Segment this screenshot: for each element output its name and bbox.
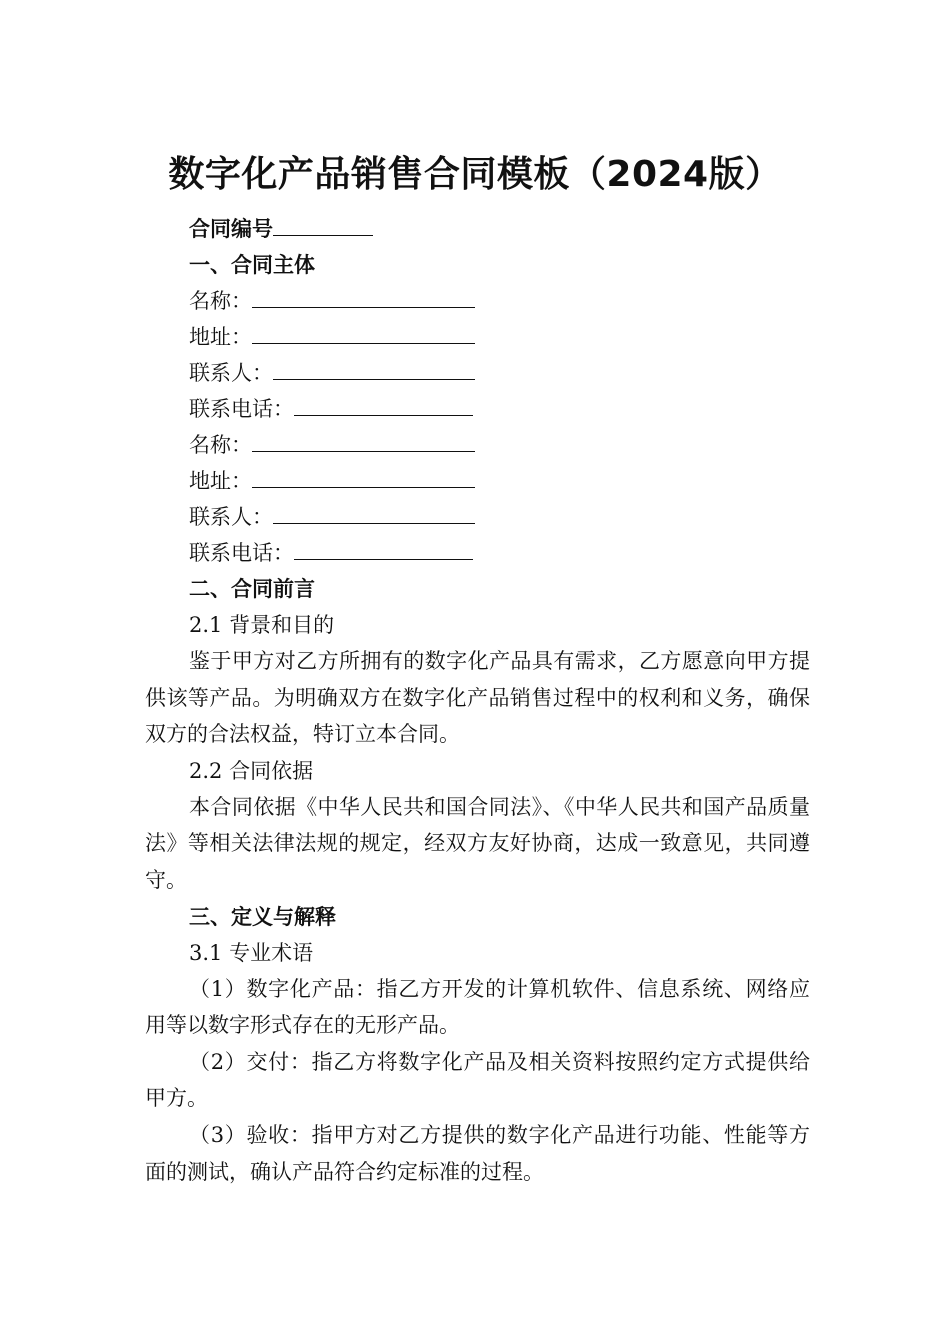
party-b-name-blank: [252, 427, 475, 452]
party-a-phone-label: 联系电话：: [189, 397, 294, 421]
party-a-contact-label: 联系人：: [189, 361, 273, 385]
party-b-contact-label: 联系人：: [189, 505, 273, 529]
section3-heading: 三、定义与解释: [189, 904, 336, 929]
document-body: [145, 211, 810, 1190]
term-acceptance: （3）验收：指甲方对乙方提供的数字化产品进行功能、性能等方面的测试，确认产品符合约定标准的过程。: [145, 1122, 810, 1184]
section2-2-title: 2.2 合同依据: [189, 758, 314, 783]
section2-1-title: 2.1 背景和目的: [189, 613, 335, 637]
party-b-phone-label: 联系电话：: [189, 541, 294, 565]
party-a-name-line: [145, 283, 810, 319]
party-b-phone-blank: [294, 535, 473, 560]
party-b-name-label: 名称：: [189, 433, 252, 457]
party-b-address-label: 地址：: [189, 469, 252, 493]
party-a-name-blank: [252, 283, 475, 308]
party-b-address-blank: [252, 463, 475, 488]
party-a-contact-blank: [273, 355, 475, 380]
contract-number-blank: [273, 211, 373, 236]
party-b-phone-line: [145, 535, 810, 571]
party-a-address-label: 地址：: [189, 325, 252, 349]
party-a-address-line: [145, 319, 810, 355]
party-b-contact-line: [145, 499, 810, 535]
party-a-phone-line: [145, 391, 810, 427]
document-title: 数字化产品销售合同模板（2024版）: [168, 154, 782, 195]
party-b-address-line: [145, 463, 810, 499]
contract-number-label: 合同编号: [189, 217, 273, 241]
contract-number-line: [145, 211, 810, 247]
section1-heading: 一、合同主体: [189, 253, 315, 277]
term-delivery: （2）交付：指乙方将数字化产品及相关资料按照约定方式提供给甲方。: [145, 1049, 810, 1111]
party-a-address-blank: [252, 319, 475, 344]
party-a-name-label: 名称：: [189, 289, 252, 313]
section2-heading: 二、合同前言: [189, 577, 315, 601]
party-b-contact-blank: [273, 499, 475, 524]
section3-1-title: 3.1 专业术语: [189, 940, 314, 965]
party-a-phone-blank: [294, 391, 473, 416]
section2-1-paragraph: 鉴于甲方对乙方所拥有的数字化产品具有需求，乙方愿意向甲方提供该等产品。为明确双方在数字化产品销售过程中的权利和义务，确保双方的合法权益，特订立本合同。: [145, 649, 810, 747]
party-b-name-line: [145, 427, 810, 463]
term-digital-product: （1）数字化产品：指乙方开发的计算机软件、信息系统、网络应用等以数字形式存在的无形产品。: [145, 976, 810, 1038]
section2-2-paragraph: 本合同依据《中华人民共和国合同法》、《中华人民共和国产品质量法》等相关法律法规的规定，经双方友好协商，达成一致意见，共同遵守。: [145, 794, 810, 892]
party-a-contact-line: [145, 355, 810, 391]
